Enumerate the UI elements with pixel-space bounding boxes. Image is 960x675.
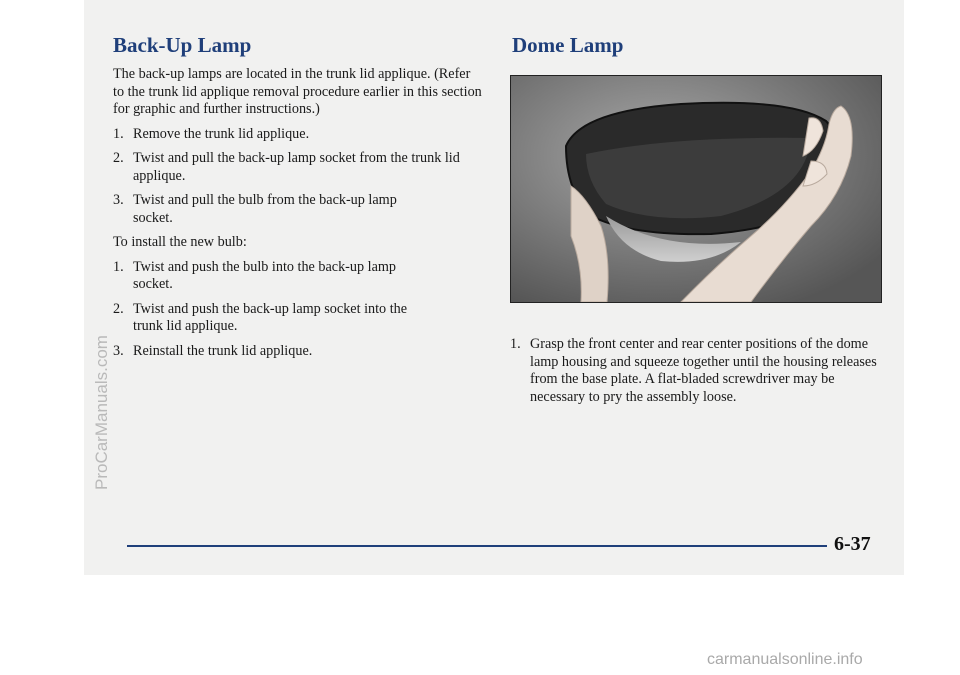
step-text: Twist and pull the back-up lamp socket from the trunk lid applique. [133,150,460,184]
step-number: 1. [113,258,124,275]
install-step [113,259,483,294]
back-up-lamp-column [113,66,483,360]
step-number: 2. [113,150,124,166]
dome-lamp-column [510,336,882,406]
removal-step [113,126,483,144]
step-number: 3. [113,342,124,359]
dome-lamp-heading: Dome Lamp [512,33,624,57]
back-up-lamp-intro: The back-up lamps are located in the trunk lid applique. (Refer to the trunk lid applique removal procedure earlier in this section for graphic and further instructions.) [113,66,482,117]
step-text: Remove the trunk lid applique. [133,125,310,142]
step-text: Grasp the front center and rear center positions of the dome lamp housing and squeeze together until the housing releases from the base plate. A flat-bladed screwdriver may be necessary to pry the assembly loose. [530,336,877,405]
step-number: 1. [113,125,124,142]
step-text: Twist and push the back-up lamp socket into the trunk lid applique. [133,300,408,334]
step-number: 1. [510,336,521,352]
watermark-carmanualsonline: carmanualsonline.info [707,651,863,668]
dome-lamp-step [510,336,882,406]
install-step [113,301,483,336]
step-number: 3. [113,192,124,208]
back-up-lamp-heading: Back-Up Lamp [113,33,252,57]
step-text: Twist and pull the bulb from the back-up lamp socket. [133,192,397,226]
install-heading: To install the new bulb: [113,234,247,250]
footer-rule [127,545,827,547]
page-number: 6-37 [834,533,871,555]
step-text: Twist and push the bulb into the back-up lamp socket. [133,258,397,292]
removal-step [113,150,483,185]
dome-lamp-photo [510,75,882,303]
watermark-procarmanuals: ProCarManuals.com [92,335,111,490]
step-text: Reinstall the trunk lid applique. [133,342,313,359]
removal-step [113,192,483,227]
install-step [113,343,483,361]
hand-squeezing-dome-lamp-illustration [511,76,881,302]
step-number: 2. [113,300,124,317]
